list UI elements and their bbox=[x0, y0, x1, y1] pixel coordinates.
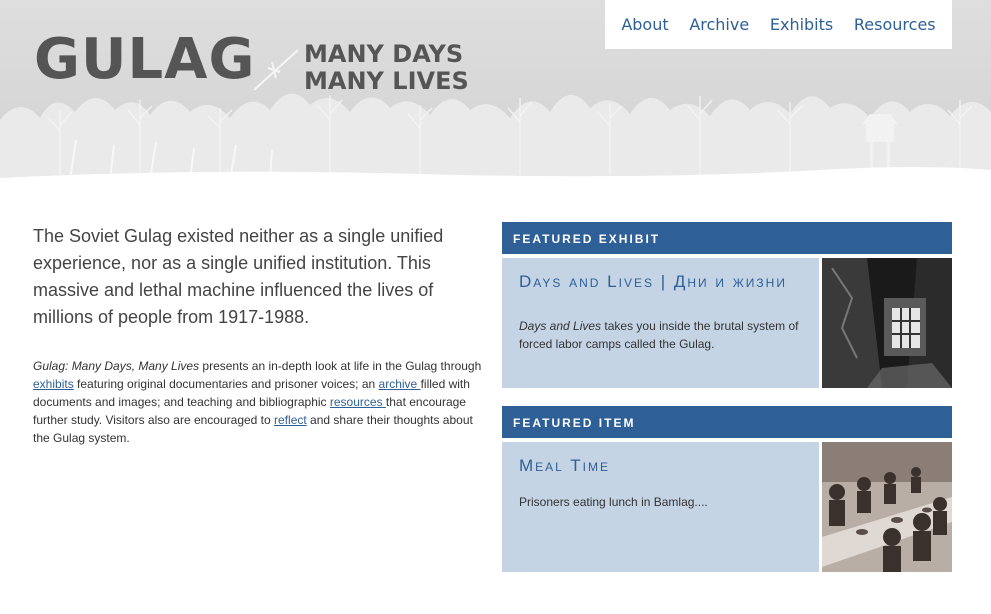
featured-item-card[interactable] bbox=[502, 442, 819, 572]
featured-exhibit-heading: FEATURED EXHIBIT bbox=[502, 222, 952, 254]
site-header bbox=[0, 0, 991, 182]
barbed-wire-icon bbox=[250, 44, 302, 96]
featured-item-heading: FEATURED ITEM bbox=[502, 406, 952, 438]
nav-archive[interactable]: Archive bbox=[689, 15, 750, 34]
featured-exhibit-image[interactable] bbox=[822, 258, 952, 388]
exhibits-link[interactable]: exhibits bbox=[33, 377, 74, 391]
featured-exhibit-description: Days and Lives takes you inside the brutal system of forced labor camps called the Gulag. bbox=[519, 319, 799, 351]
resources-link[interactable]: resources bbox=[329, 395, 386, 409]
featured-item-description: Prisoners eating lunch in Bamlag.... bbox=[519, 495, 708, 509]
nav-about[interactable]: About bbox=[621, 15, 669, 34]
featured-exhibit-title[interactable]: Days and Lives | Дни и жизни bbox=[519, 272, 787, 291]
description-title: Gulag: Many Days, Many Lives bbox=[33, 359, 200, 373]
main-nav bbox=[605, 0, 952, 49]
prisoners-meal-photo bbox=[822, 442, 952, 572]
tagline-line-1: MANY DAYS bbox=[304, 40, 464, 68]
site-logo[interactable]: GULAG bbox=[34, 27, 256, 92]
archive-link[interactable]: archive bbox=[378, 377, 421, 391]
featured-item-title[interactable]: Meal Time bbox=[519, 456, 610, 475]
featured-item-image[interactable] bbox=[822, 442, 952, 572]
site-description: Gulag: Many Days, Many Lives presents an in-depth look at life in the Gulag through exhibits featuring original documentaries and prisoner voices; an archive filled with documents and images; and teaching and bibliographic resources that encourage further study. Visitors also are encouraged to reflect and share their thoughts about the Gulag system. bbox=[33, 359, 482, 445]
nav-exhibits[interactable]: Exhibits bbox=[769, 15, 834, 34]
featured-exhibit-card[interactable] bbox=[502, 258, 819, 388]
tagline-line-2: MANY LIVES bbox=[304, 67, 469, 95]
intro-text: The Soviet Gulag existed neither as a single unified experience, nor as a single unified institution. This massive and lethal machine influenced the lives of millions of people from 1917-1988. bbox=[33, 226, 444, 327]
site-tagline bbox=[304, 41, 469, 95]
nav-resources[interactable]: Resources bbox=[853, 15, 936, 34]
prison-window-photo bbox=[822, 258, 952, 388]
reflect-link[interactable]: reflect bbox=[274, 413, 307, 427]
